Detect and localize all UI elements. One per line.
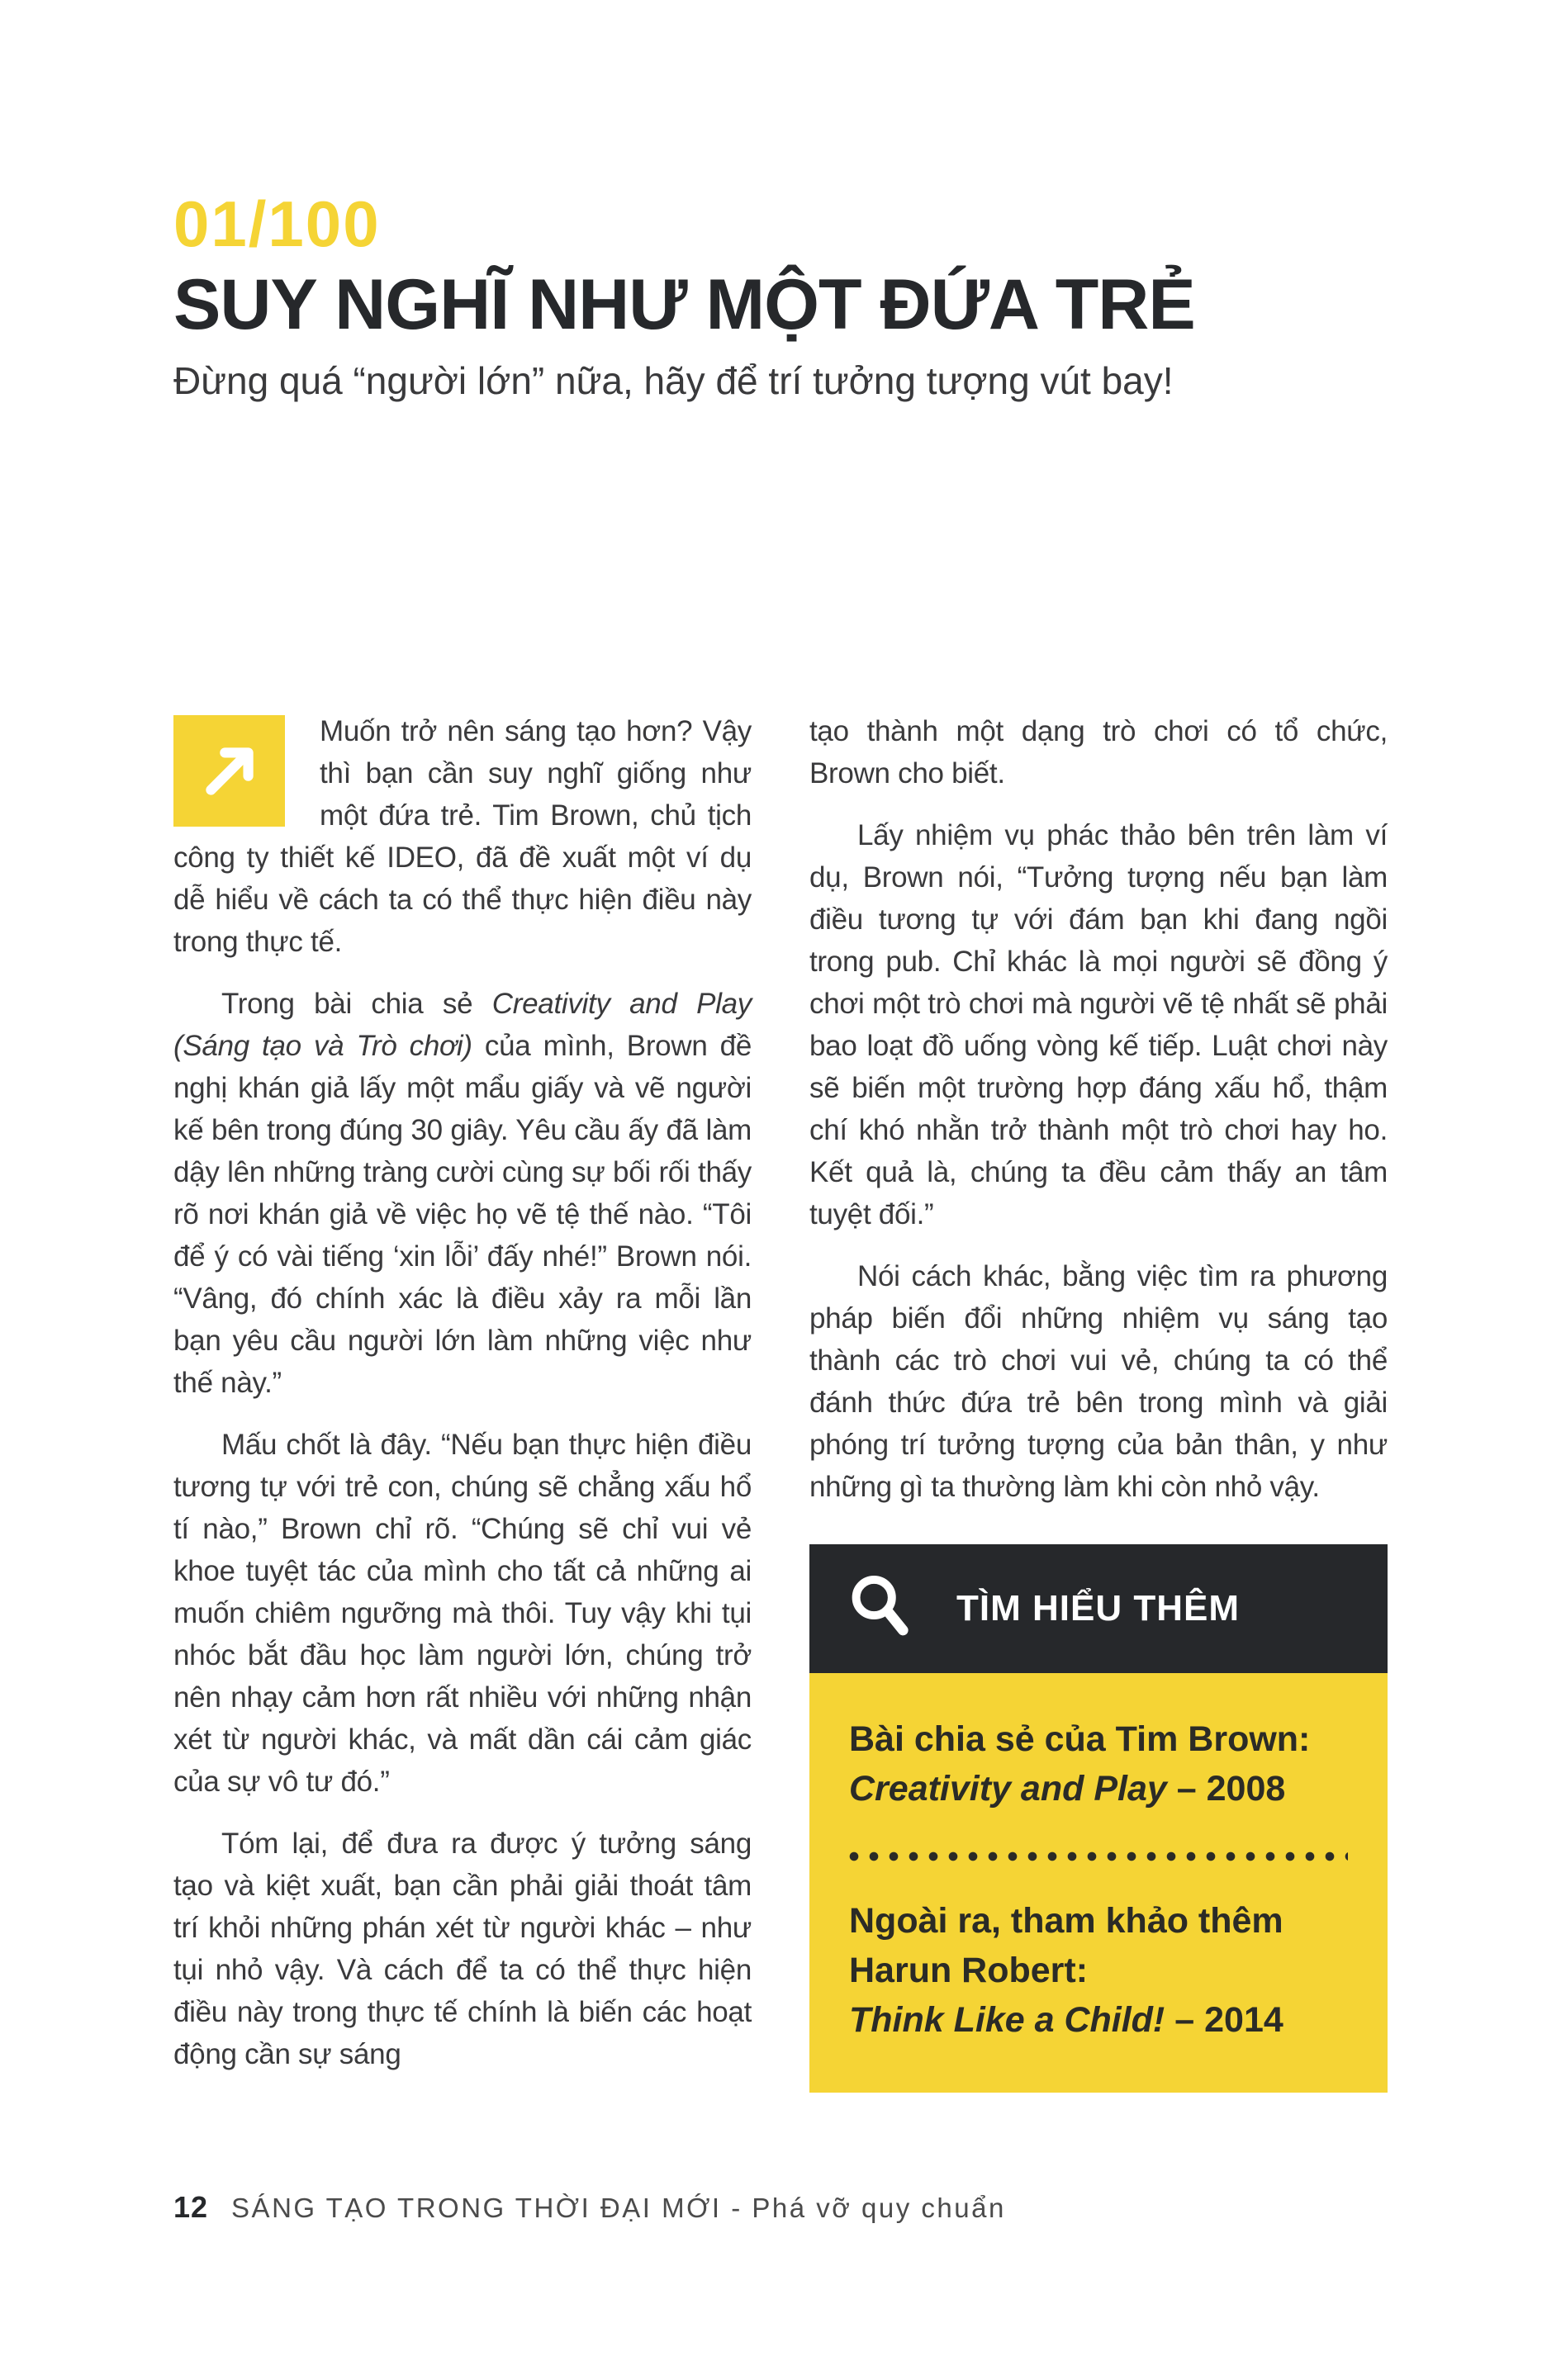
reference-work-title: Think Like a Child! bbox=[849, 2000, 1165, 2040]
reference-year: – 2008 bbox=[1176, 1769, 1286, 1809]
reference-item bbox=[849, 1714, 1348, 1813]
paragraph: Nói cách khác, bằng việc tìm ra phương pháp biến đổi những nhiệm vụ sáng tạo thành các trò chơi vui vẻ, chúng ta có thể đánh thức đứa trẻ bên trong mình và giải phóng trí tưởng tượng của bản thân, y như những gì ta thường làm khi còn nhỏ vậy. bbox=[809, 1260, 1388, 1503]
paragraph bbox=[173, 710, 752, 963]
chapter-number: 01/100 bbox=[173, 187, 381, 260]
reference-work-title: Creativity and Play bbox=[849, 1769, 1167, 1809]
paragraph: Mấu chốt là đây. “Nếu bạn thực hiện điều tương tự với trẻ con, chúng sẽ chẳng xấu hổ tí nào,” Brown chỉ rõ. “Chúng sẽ chỉ vui vẻ khoe tuyệt tác của mình cho tất cả những ai muốn chiêm ngưỡng mà thôi. Tuy vậy khi tụi nhóc bắt đầu học làm người lớn, chúng trở nên nhạy cảm hơn rất nhiều với những nhận xét từ người khác, và mất dần cái cảm giác của sự vô tư đó.” bbox=[173, 1429, 752, 1798]
reference-item bbox=[849, 1896, 1348, 2045]
page-footer bbox=[173, 2190, 1006, 2225]
arrow-up-right-icon bbox=[173, 715, 285, 827]
paragraph-text: Trong bài chia sẻ bbox=[221, 988, 492, 1020]
paragraph-text: của mình, Brown đề nghị khán giả lấy một mẩu giấy và vẽ người kế bên trong đúng 30 giây. Yêu cầu ấy đã làm dậy lên những tràng cười cùng sự bối rối thấy rõ nơi khán giả về việc họ vẽ tệ thế nào. “Tôi để ý có vài tiếng ‘xin lỗi’ đấy nhé!” Brown nói. “Vâng, đó chính xác là điều xảy ra mỗi lần bạn yêu cầu người lớn làm những việc như thế này.” bbox=[173, 1030, 752, 1399]
paragraph: Lấy nhiệm vụ phác thảo bên trên làm ví dụ, Brown nói, “Tưởng tượng nếu bạn làm điều tương tự với đám bạn khi đang ngồi trong pub. Chỉ khác là mọi người sẽ đồng ý chơi một trò chơi mà người vẽ tệ nhất sẽ phải bao loạt đồ uống vòng kế tiếp. Luật chơi này sẽ biến một trường hợp đáng xấu hổ, thậm chí khó nhằn trở thành một trò chơi hay ho. Kết quả là, chúng ta đều cảm thấy an tâm tuyệt đối.” bbox=[809, 819, 1388, 1230]
find-out-more-box bbox=[809, 1544, 1388, 2093]
article-body bbox=[173, 710, 1388, 2095]
search-icon bbox=[846, 1572, 920, 1646]
reference-label: Ngoài ra, tham khảo thêm Harun Robert: bbox=[849, 1901, 1283, 1990]
left-column bbox=[173, 710, 752, 2095]
right-column bbox=[809, 710, 1388, 2095]
paragraph: tạo thành một dạng trò chơi có tổ chức, Brown cho biết. bbox=[809, 715, 1388, 789]
find-out-more-heading: TÌM HIỂU THÊM bbox=[956, 1588, 1240, 1629]
italic-work-title: Creativity and Play (Sáng tạo và Trò chơi) bbox=[173, 988, 752, 1062]
page-subtitle: Đừng quá “người lớn” nữa, hãy để trí tưởng tượng vút bay! bbox=[173, 359, 1174, 403]
paragraph: Tóm lại, để đưa ra được ý tưởng sáng tạo và kiệt xuất, bạn cần phải giải thoát tâm trí khỏi những phán xét từ người khác – như tụi nhỏ vậy. Và cách để ta có thể thực hiện điều này trong thực tế chính là biến các hoạt động cần sự sáng bbox=[173, 1828, 752, 2070]
dotted-separator bbox=[849, 1851, 1348, 1861]
page-number: 12 bbox=[173, 2190, 209, 2224]
reference-title-line bbox=[849, 1769, 1285, 1809]
reference-title-line bbox=[849, 2000, 1283, 2040]
chapter-header bbox=[173, 187, 1396, 404]
reference-year: – 2014 bbox=[1174, 2000, 1283, 2040]
references-box bbox=[809, 1673, 1388, 2093]
page-title: SUY NGHĨ NHƯ MỘT ĐỨA TRẺ bbox=[173, 265, 1195, 344]
book-title: SÁNG TẠO TRONG THỜI ĐẠI MỚI - Phá vỡ quy chuẩn bbox=[231, 2193, 1006, 2223]
find-out-more-header bbox=[809, 1544, 1388, 1673]
reference-label: Bài chia sẻ của Tim Brown: bbox=[849, 1719, 1311, 1759]
paragraph bbox=[173, 983, 752, 1404]
paragraph-text: Muốn trở nên sáng tạo hơn? Vậy thì bạn cần suy nghĩ giống như một đứa trẻ. Tim Brown, chủ tịch công ty thiết kế IDEO, đã đề xuất một ví dụ dễ hiểu về cách ta có thể thực hiện điều này trong thực tế. bbox=[173, 715, 752, 958]
